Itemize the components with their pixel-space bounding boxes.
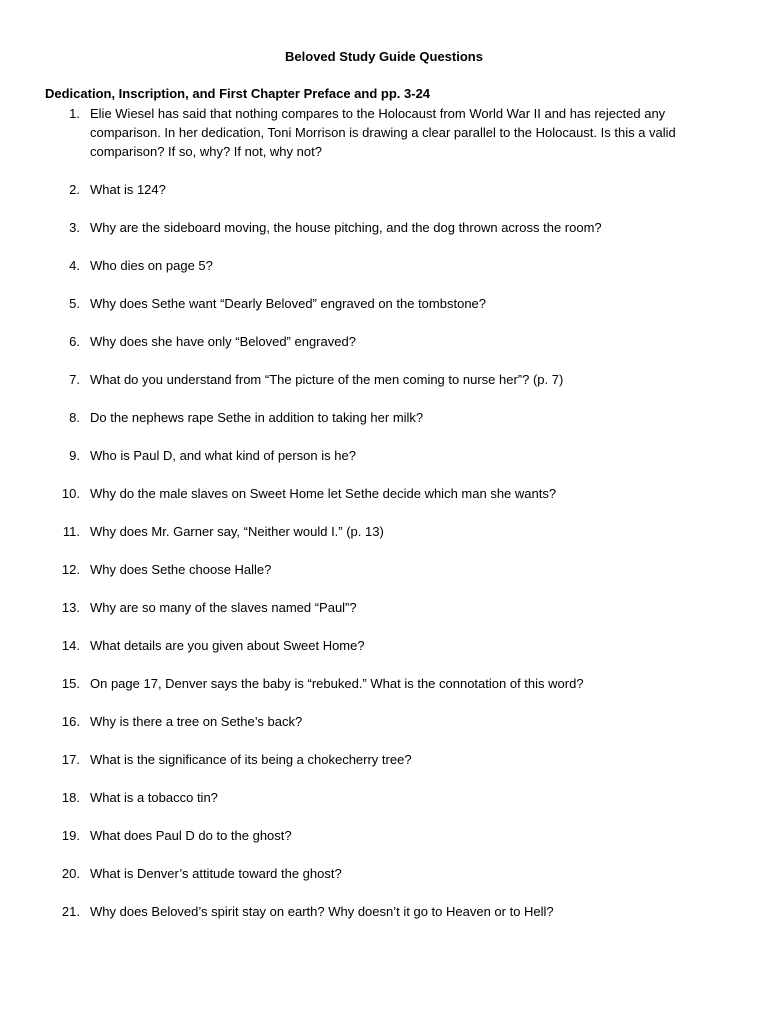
question-text: Why are so many of the slaves named “Paul”? [90, 600, 357, 615]
question-number: 20. [61, 866, 80, 881]
question-number: 19. [61, 828, 80, 843]
question-item [0, 598, 768, 617]
question-item [0, 750, 768, 769]
question-number: 2. [69, 182, 80, 197]
question-item [0, 864, 768, 883]
question-number: 9. [69, 448, 80, 463]
question-item [0, 636, 768, 655]
question-text: What is Denver’s attitude toward the ghost? [90, 866, 342, 881]
question-item [0, 788, 768, 807]
question-text: Why does Beloved’s spirit stay on earth? Why doesn’t it go to Heaven or to Hell? [90, 904, 554, 919]
question-number: 12. [61, 562, 80, 577]
question-number: 13. [61, 600, 80, 615]
question-text: What do you understand from “The picture of the men coming to nurse her”? (p. 7) [90, 372, 564, 387]
question-text: What does Paul D do to the ghost? [90, 828, 292, 843]
question-text: On page 17, Denver says the baby is “rebuked.” What is the connotation of this word? [90, 676, 584, 691]
question-number: 15. [61, 676, 80, 691]
question-item [0, 370, 768, 389]
question-item [0, 902, 768, 921]
question-item [0, 446, 768, 465]
question-item [0, 408, 768, 427]
document-title: Beloved Study Guide Questions [285, 49, 483, 64]
question-text: Elie Wiesel has said that nothing compares to the Holocaust from World War II and has rejected any comparison. In her dedication, Toni Morrison is drawing a clear parallel to the Holocaust. Is this a valid comparison? If so, why? If not, why not? [90, 106, 676, 159]
question-item [0, 712, 768, 731]
question-number: 14. [61, 638, 80, 653]
question-item [0, 180, 768, 199]
question-number: 6. [69, 334, 80, 349]
question-item [0, 256, 768, 275]
question-number: 5. [69, 296, 80, 311]
question-text: Why are the sideboard moving, the house pitching, and the dog thrown across the room? [90, 220, 602, 235]
question-text: Why is there a tree on Sethe’s back? [90, 714, 303, 729]
question-number: 7. [69, 372, 80, 387]
question-number: 17. [61, 752, 80, 767]
question-text: What is 124? [90, 182, 166, 197]
question-text: Do the nephews rape Sethe in addition to taking her milk? [90, 410, 424, 425]
question-number: 21. [61, 904, 80, 919]
question-number: 4. [69, 258, 80, 273]
question-text: Why does Mr. Garner say, “Neither would I.” (p. 13) [90, 524, 384, 539]
question-number: 16. [61, 714, 80, 729]
question-item [0, 104, 768, 161]
question-number: 11. [62, 524, 80, 539]
question-text: Why does Sethe want “Dearly Beloved” engraved on the tombstone? [90, 296, 487, 311]
question-item [0, 294, 768, 313]
section-heading: Dedication, Inscription, and First Chapter Preface and pp. 3-24 [45, 86, 431, 101]
question-text: What is a tobacco tin? [90, 790, 218, 805]
question-item [0, 332, 768, 351]
question-text: Why do the male slaves on Sweet Home let Sethe decide which man she wants? [90, 486, 557, 501]
question-text: Who dies on page 5? [90, 258, 213, 273]
question-text: Why does she have only “Beloved” engraved? [90, 334, 356, 349]
question-text: Who is Paul D, and what kind of person is he? [90, 448, 356, 463]
question-item [0, 674, 768, 693]
question-text: What is the significance of its being a chokecherry tree? [90, 752, 412, 767]
question-item [0, 826, 768, 845]
question-number: 1. [69, 106, 80, 121]
question-number: 3. [69, 220, 80, 235]
question-number: 10. [61, 486, 80, 501]
question-text: Why does Sethe choose Halle? [90, 562, 272, 577]
question-item [0, 218, 768, 237]
question-list [0, 104, 768, 940]
question-item [0, 560, 768, 579]
question-text: What details are you given about Sweet Home? [90, 638, 365, 653]
question-item [0, 484, 768, 503]
question-number: 8. [69, 410, 80, 425]
question-number: 18. [61, 790, 80, 805]
question-item [0, 522, 768, 541]
